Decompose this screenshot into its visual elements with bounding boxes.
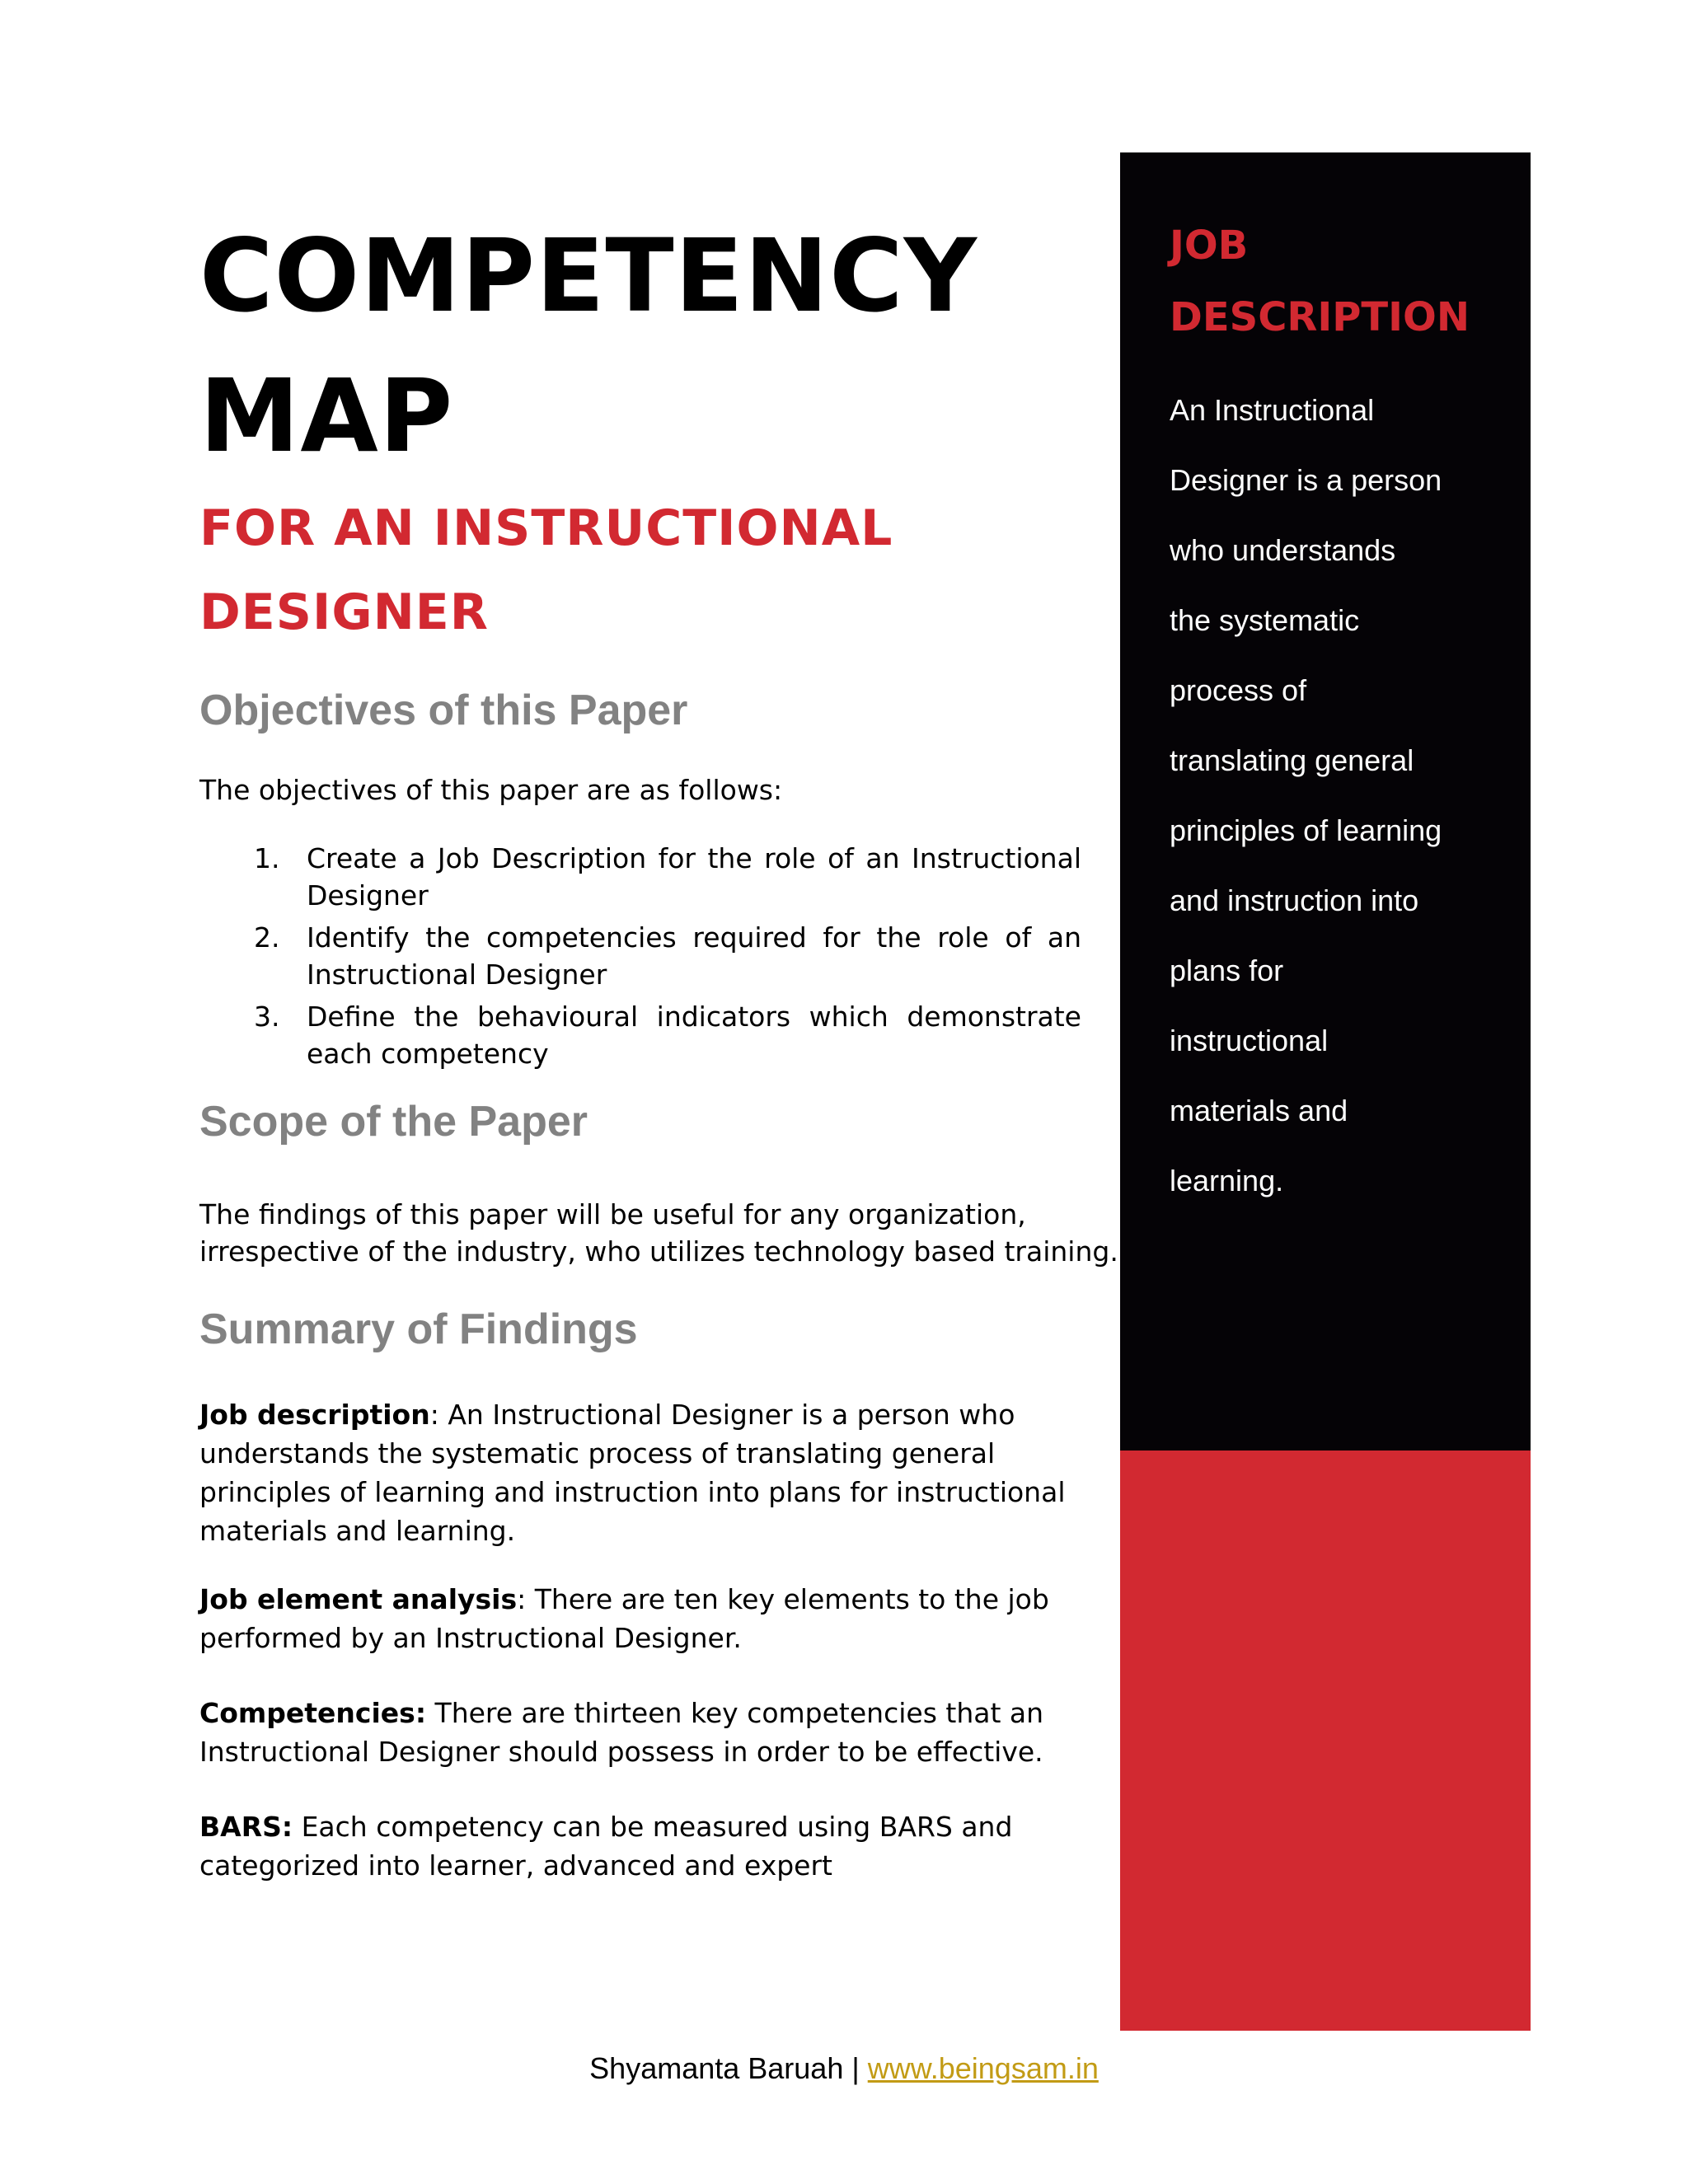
finding-text: There are thirteen key competencies that an Instructional Designer should possess in order to be effective. (199, 1697, 1044, 1768)
footer (0, 2044, 1688, 2093)
finding-label: Competencies: (199, 1697, 427, 1729)
finding-job-element-analysis (199, 1580, 1081, 1657)
scope-heading: Scope of the Paper (199, 1098, 588, 1146)
title-line: MAP (199, 358, 454, 475)
website-link[interactable]: www.beingsam.in (867, 2051, 1099, 2085)
subtitle-line: FOR AN INSTRUCTIONAL (199, 499, 893, 557)
sidebar-line: An Instructional (1170, 393, 1375, 427)
objective-item (199, 998, 1081, 1072)
finding-text: There are ten key elements to the job performed by an Instructional Designer. (199, 1583, 1049, 1654)
sidebar-line: Designer is a person (1170, 463, 1442, 497)
objective-text: Define the behavioural indicators which demonstrate each competency (307, 1001, 1081, 1070)
title-line: COMPETENCY (199, 218, 978, 335)
sidebar-line: instructional (1170, 1024, 1329, 1057)
sidebar-line: and instruction into (1170, 883, 1419, 917)
scope-text (199, 1196, 1118, 1270)
finding-text: An Instructional Designer is a person who understands the systematic process of translating general principles of learning and instruction into plans for instructional materials and learning. (199, 1399, 1066, 1547)
objective-number: 2. (254, 921, 280, 954)
finding-competencies (199, 1694, 1081, 1771)
finding-separator: : (429, 1399, 448, 1431)
sidebar-line: materials and (1170, 1094, 1348, 1127)
scope-line: The findings of this paper will be useful for any organization, (199, 1198, 1026, 1230)
footer-author: Shyamanta Baruah (589, 2051, 844, 2085)
finding-label: Job description (199, 1399, 430, 1431)
finding-bars (199, 1807, 1081, 1885)
finding-separator (426, 1697, 435, 1729)
sidebar-heading (1170, 210, 1470, 354)
objective-item (199, 840, 1081, 914)
objectives-intro: The objectives of this paper are as follows: (199, 774, 783, 806)
subtitle-line: DESIGNER (199, 583, 489, 641)
finding-label: Job element analysis (199, 1583, 518, 1615)
sidebar-description (1170, 375, 1516, 1216)
objective-item (199, 919, 1081, 993)
sidebar-line: the systematic (1170, 603, 1360, 637)
finding-separator: : (517, 1583, 535, 1615)
objective-text: Identify the competencies required for the role of an Instructional Designer (307, 921, 1081, 991)
finding-separator (293, 1811, 302, 1843)
objectives-list (199, 840, 1081, 1072)
objective-number: 3. (254, 1001, 280, 1033)
sidebar-line: translating general (1170, 743, 1414, 777)
page-title (199, 206, 1081, 486)
sidebar-line: learning. (1170, 1164, 1284, 1197)
page-subtitle (199, 486, 1081, 654)
finding-text: Each competency can be measured using BARS and categorized into learner, advanced and expert (199, 1811, 1013, 1882)
sidebar-line: process of (1170, 673, 1307, 707)
sidebar-line: principles of learning (1170, 813, 1442, 847)
sidebar-accent-block (1120, 1451, 1531, 2031)
scope-line: irrespective of the industry, who utilizes technology based training. (199, 1235, 1118, 1268)
finding-job-description (199, 1395, 1081, 1550)
objective-number: 1. (254, 842, 280, 874)
sidebar-line: plans for (1170, 954, 1284, 987)
main-column (199, 206, 1118, 1885)
finding-label: BARS: (199, 1811, 293, 1843)
objective-text: Create a Job Description for the role of an Instructional Designer (307, 842, 1081, 912)
sidebar-heading-line: DESCRIPTION (1170, 294, 1470, 340)
sidebar-line: who understands (1170, 533, 1396, 567)
sidebar-heading-line: JOB (1170, 223, 1249, 269)
summary-heading: Summary of Findings (199, 1305, 638, 1353)
objectives-heading: Objectives of this Paper (199, 687, 688, 734)
footer-separator: | (843, 2051, 868, 2085)
